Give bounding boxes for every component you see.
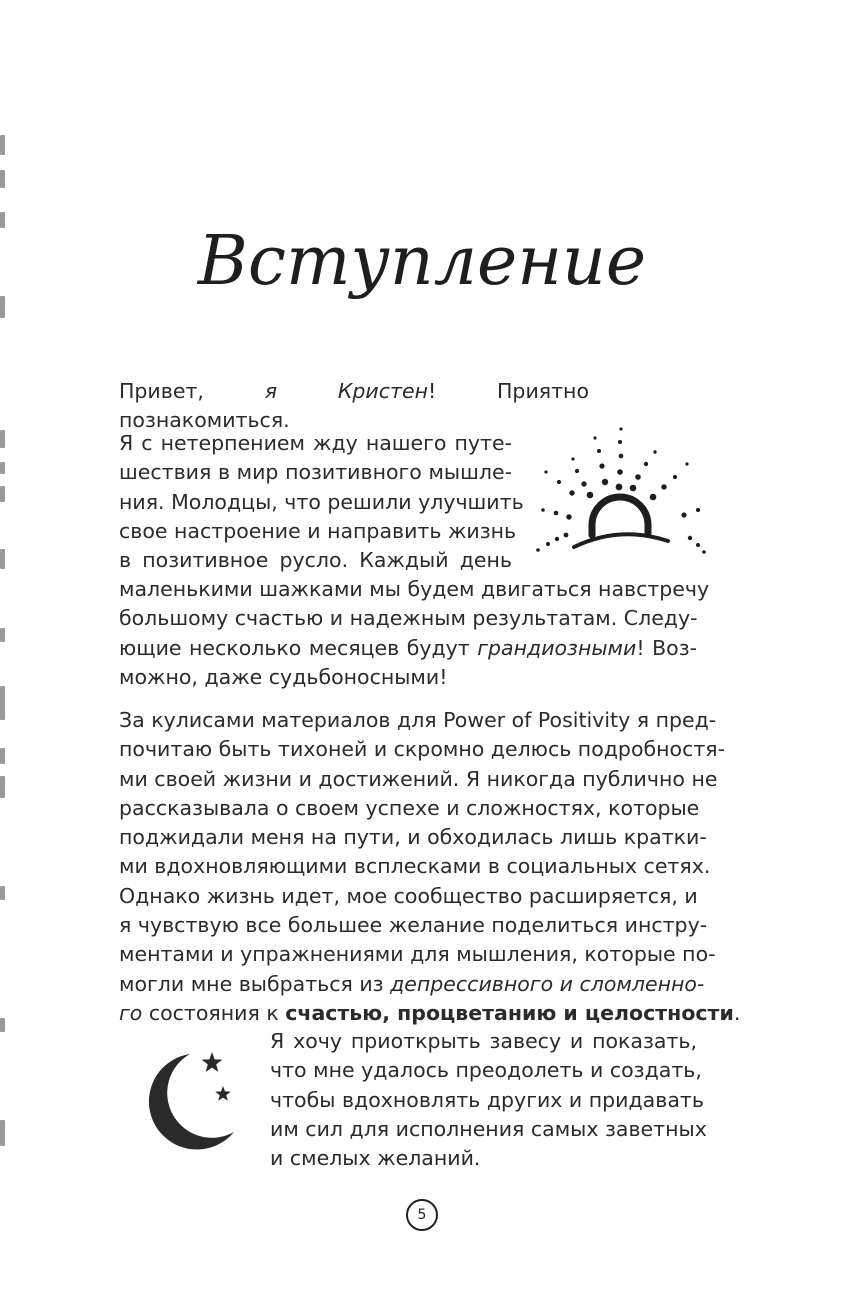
text-line: ментами и упражнениями для мышления, которые по- xyxy=(119,942,716,967)
journey-paragraph-top xyxy=(119,429,524,575)
text-line: почитаю быть тихоней и скромно делюсь подробностя- xyxy=(119,737,726,762)
text-line: могли мне выбраться из депрессивного и сломленно- xyxy=(119,971,705,996)
text-line: в позитивное русло. Каждый день xyxy=(119,548,512,573)
text-line: можно, даже судьбоносными! xyxy=(119,664,448,689)
text-line: ния. Молодцы, что решили улучшить xyxy=(119,489,524,514)
story-paragraph xyxy=(119,706,741,1028)
text-line: ми вдохновляющими всплесками в социальных сетях. xyxy=(119,854,711,879)
text-line: ми своей жизни и достижений. Я никогда публично не xyxy=(119,766,718,791)
intro-paragraph: Привет, я Кристен! Приятно познакомиться. xyxy=(119,379,589,433)
sunrise-dots-icon xyxy=(528,425,710,560)
text-line: Я хочу приоткрыть завесу и показать, xyxy=(270,1029,697,1053)
text-line: что мне удалось преодолеть и создать, xyxy=(270,1058,702,1083)
text-line: шествия в мир позитивного мышле- xyxy=(119,460,512,485)
text-line: большому счастью и надежным результатам. Следу- xyxy=(119,606,698,631)
text-line: им сил для исполнения самых заветных xyxy=(270,1116,707,1141)
text-line: Я с нетерпением жду нашего путе- xyxy=(119,431,512,455)
text-line: свое настроение и направить жизнь xyxy=(119,518,517,543)
text-line: рассказывала о своем успехе и сложностях, которые xyxy=(119,795,700,820)
text-line: и смелых желаний. xyxy=(270,1146,481,1171)
text-line: го состояния к счастью, процветанию и целостности. xyxy=(119,1000,741,1025)
page-number: 5 xyxy=(406,1199,438,1231)
text-line: чтобы вдохновлять других и придавать xyxy=(270,1087,704,1112)
text-line: Однако жизнь идет, мое сообщество расширяется, и xyxy=(119,883,698,908)
story-paragraph-end xyxy=(270,1027,707,1173)
chapter-title-text: Вступление xyxy=(197,222,647,301)
text-line: я чувствую все большее желание поделиться инстру- xyxy=(119,913,708,938)
page-edge-marks xyxy=(0,0,8,1311)
text-line: маленькими шажками мы будем двигаться навстречу xyxy=(119,577,710,601)
chapter-title xyxy=(0,212,844,342)
text-line: За кулисами материалов для Power of Positivity я пред- xyxy=(119,708,717,732)
crescent-moon-stars-icon xyxy=(136,1048,236,1156)
journey-paragraph-bottom xyxy=(119,575,710,692)
text-line: поджидали меня на пути, и обходилась лишь кратки- xyxy=(119,825,707,850)
text-line: ющие несколько месяцев будут грандиозными! Воз- xyxy=(119,635,697,660)
